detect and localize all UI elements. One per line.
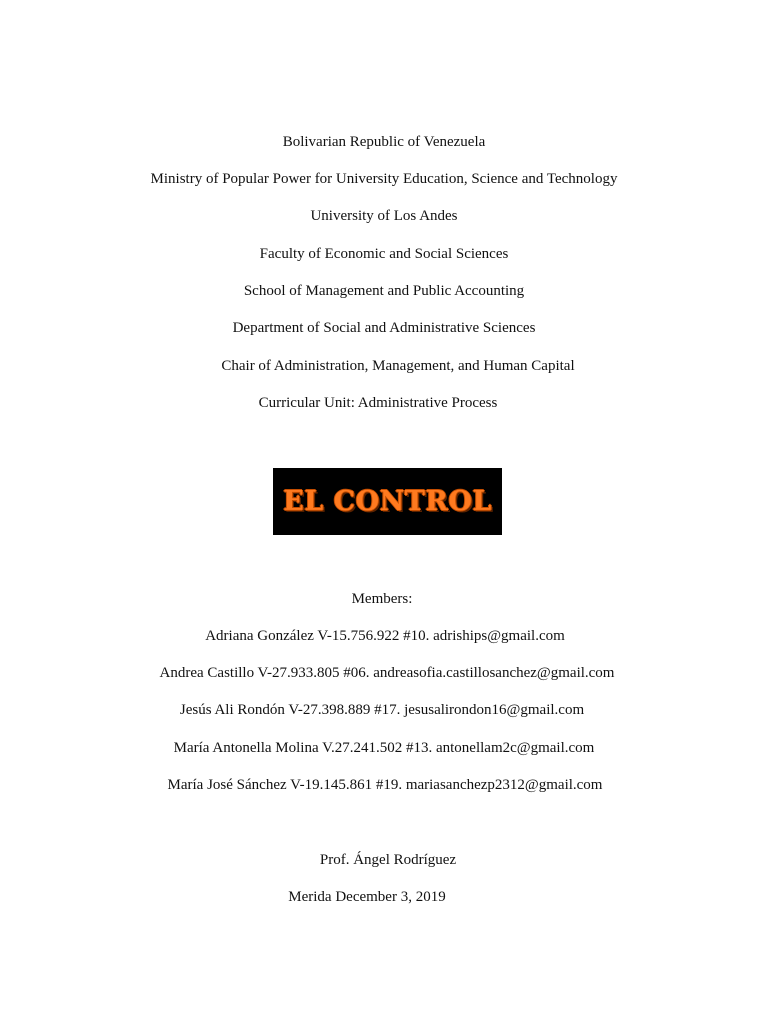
member-item: Jesús Ali Rondón V-27.398.889 #17. jesusalirondon16@gmail.com xyxy=(179,702,585,718)
header-line-school: School of Management and Public Accounting xyxy=(243,283,525,299)
header-line-country: Bolivarian Republic of Venezuela xyxy=(282,134,486,150)
title-banner xyxy=(273,468,502,535)
header-line-university: University of Los Andes xyxy=(310,208,458,224)
member-item: Andrea Castillo V-27.933.805 #06. andreasofia.castillosanchez@gmail.com xyxy=(159,665,615,681)
header-line-department: Department of Social and Administrative Sciences xyxy=(232,320,536,336)
place-and-date: Merida December 3, 2019 xyxy=(288,889,446,905)
member-item: María Antonella Molina V.27.241.502 #13. antonellam2c@gmail.com xyxy=(173,740,595,756)
member-item: María José Sánchez V-19.145.861 #19. mariasanchezp2312@gmail.com xyxy=(167,777,603,793)
header-line-faculty: Faculty of Economic and Social Sciences xyxy=(259,246,509,262)
header-line-curricular-unit: Curricular Unit: Administrative Process xyxy=(258,395,498,411)
members-heading: Members: xyxy=(351,591,413,607)
document-title: EL CONTROL xyxy=(283,486,492,517)
professor-name: Prof. Ángel Rodríguez xyxy=(319,852,457,868)
member-item: Adriana González V-15.756.922 #10. adriships@gmail.com xyxy=(205,628,565,644)
header-line-ministry: Ministry of Popular Power for University Education, Science and Technology xyxy=(150,171,618,187)
header-line-chair: Chair of Administration, Management, and Human Capital xyxy=(221,358,575,374)
